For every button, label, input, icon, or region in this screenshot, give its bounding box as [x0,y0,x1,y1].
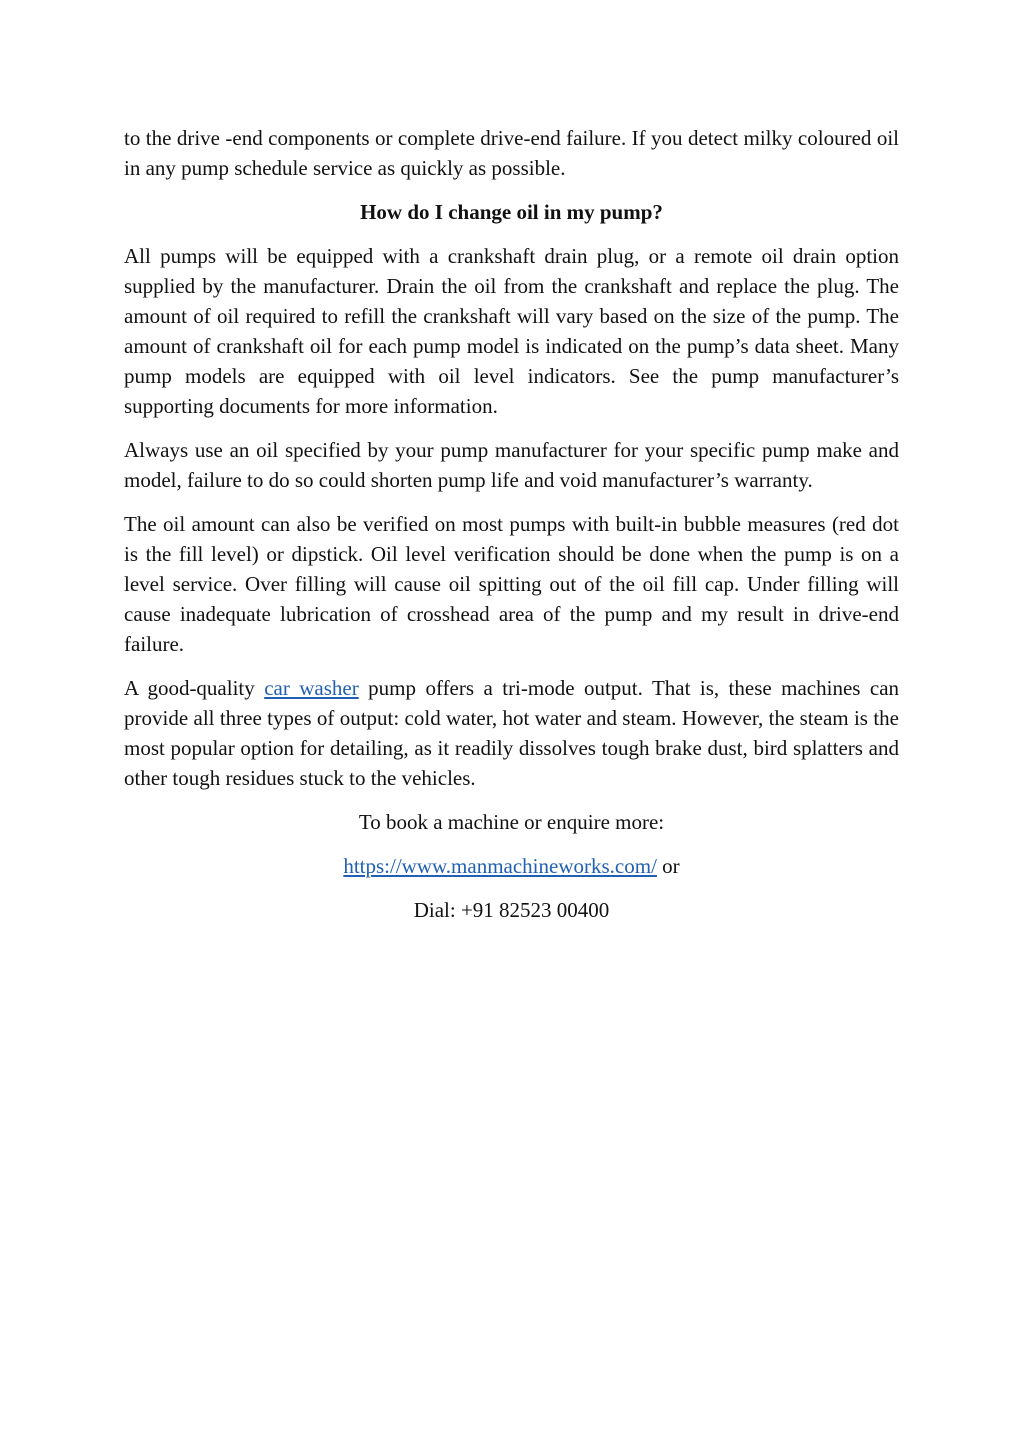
paragraph-drain-plug: All pumps will be equipped with a crankshaft drain plug, or a remote oil drain option supplied by the manufacturer. Drain the oil from the crankshaft and replace the plug. The amount of oil required to refill the crankshaft will vary based on the size of the pump. The amount of crankshaft oil for each pump model is indicated on the pump’s data sheet. Many pump models are equipped with oil level indicators. See the pump manufacturer’s supporting documents for more information. [124,244,899,418]
car-washer-text-before: A good-quality [124,676,265,700]
car-washer-text-after: pump offers a tri-mode output. That is, these machines can provide all three types of output: cold water, hot water and steam. However, the steam is the most popular option for detailing, as it readily dissolves tough brake dust, bird splatters and other tough residues stuck to the vehicles. [124,676,900,790]
contact-phone: Dial: +91 82523 00400 [413,898,610,922]
paragraph-drive-end-failure: to the drive -end components or complete drive-end failure. If you detect milky coloured oil in any pump schedule service as quickly as possible. [124,126,899,180]
section-heading: How do I change oil in my pump? [360,200,663,224]
website-suffix: or [656,854,680,878]
document-page [124,123,899,939]
contact-website-line [124,851,899,881]
paragraph-oil-specification: Always use an oil specified by your pump manufacturer for your specific pump make and model, failure to do so could shorten pump life and void manufacturer’s warranty. [124,438,899,492]
paragraph-car-washer [124,673,899,793]
paragraph-oil-level: The oil amount can also be verified on most pumps with built-in bubble measures (red dot is the fill level) or dipstick. Oil level verification should be done when the pump is on a level service. Over filling will cause oil spitting out of the oil fill cap. Under filling will cause inadequate lubrication of crosshead area of the pump and my result in drive-end failure. [124,512,899,656]
contact-intro: To book a machine or enquire more: [358,810,665,834]
car-washer-link[interactable]: car washer [264,676,359,700]
website-link[interactable]: https://www.manmachineworks.com/ [343,854,657,878]
